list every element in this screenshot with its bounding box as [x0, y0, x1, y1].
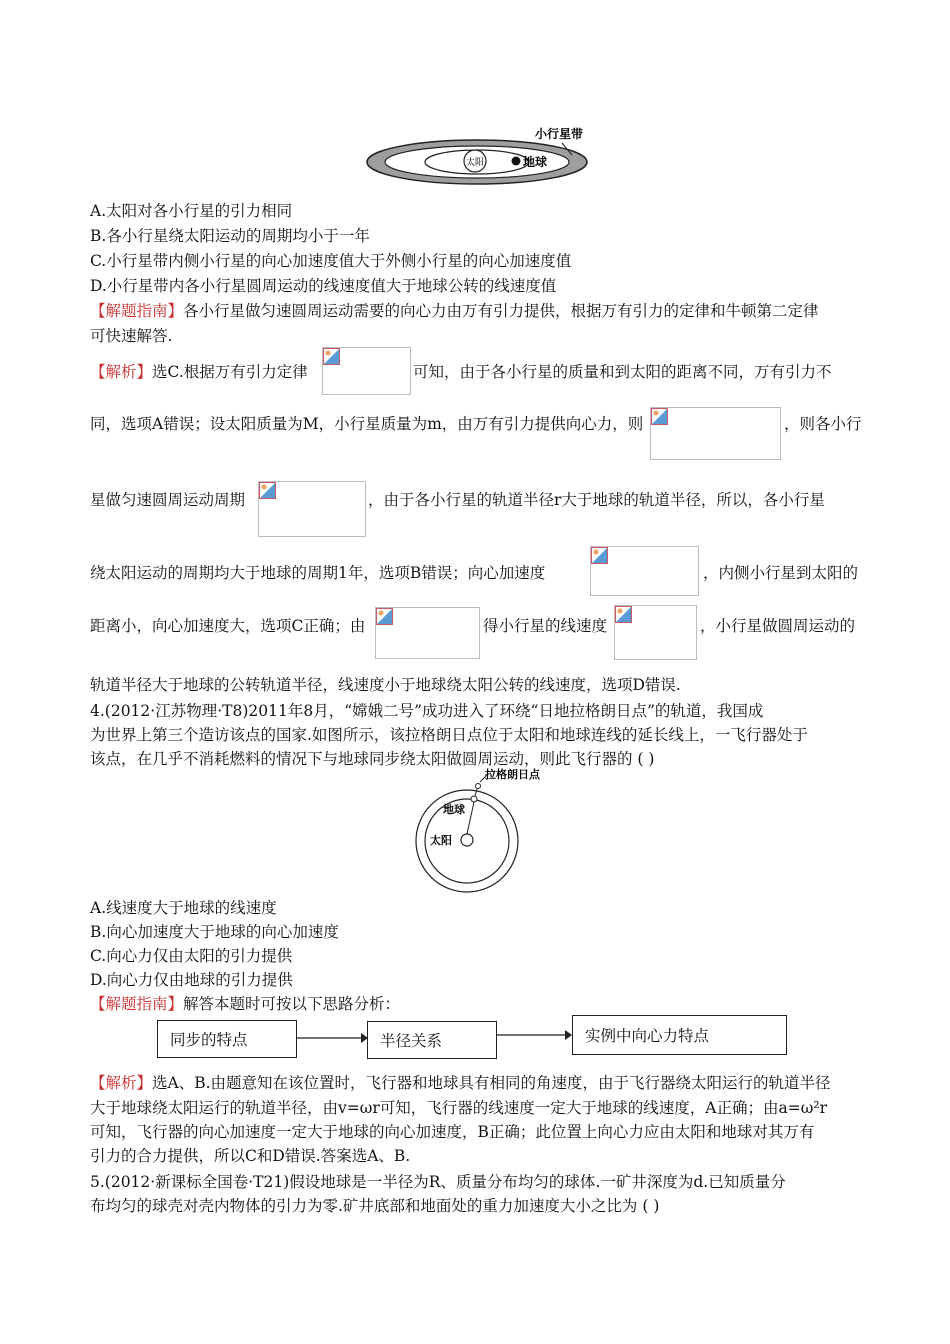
q3-guide-line2: 可快速解答. — [90, 327, 173, 345]
flow-arrow-icon — [297, 1030, 369, 1046]
q3-option-a: A.太阳对各小行星的引力相同 — [90, 202, 293, 220]
q4-stem-line2: 为世界上第三个造访该点的国家.如图所示，该拉格朗日点位于太阳和地球连线的延长线上，一飞行器处于 — [90, 726, 808, 744]
formula-image-placeholder — [375, 607, 480, 659]
guide-text: 解答本题时可按以下思路分析： — [183, 995, 401, 1013]
q4-analysis-line3: 可知，飞行器的向心加速度一定大于地球的向心加速度，B正确；此位置上向心力应由太阳和地球对其万有 — [90, 1123, 815, 1141]
formula-image-placeholder — [590, 546, 699, 596]
broken-image-icon — [323, 348, 340, 365]
earth-label: 地球 — [523, 155, 548, 169]
analysis-text: 选A、B.由题意知在该位置时，飞行器和地球具有相同的角速度，由于飞行器绕太阳运行的轨道半径 — [152, 1074, 831, 1092]
earth-lagrange-line — [475, 789, 477, 796]
broken-image-icon — [259, 482, 276, 499]
q4-analysis-line2: 大于地球绕太阳运行的轨道半径，由v=ωr可知，飞行器的线速度一定大于地球的线速度，A正确；由a=ω²r — [90, 1099, 827, 1117]
q3-option-d: D.小行星带内各小行星圆周运动的线速度值大于地球公转的线速度值 — [90, 277, 557, 295]
analysis-tag: 【解析】 — [90, 1074, 153, 1092]
q4-guide — [90, 994, 400, 1014]
sun-earth-line — [467, 802, 474, 834]
lagrange-point-diagram — [400, 768, 575, 893]
broken-image-icon — [591, 547, 608, 564]
flow-arrow-icon — [497, 1027, 573, 1043]
q3-analysis-line3b: ，由于各小行星的轨道半径r大于地球的轨道半径，所以，各小行星 — [368, 491, 825, 509]
q4-analysis-line4: 引力的合力提供，所以C和D错误.答案选A、B. — [90, 1147, 411, 1165]
sun-circle — [461, 834, 473, 846]
formula-image-placeholder — [258, 481, 366, 537]
broken-image-icon — [376, 608, 393, 625]
formula-image-placeholder — [650, 407, 781, 460]
earth-circle — [471, 796, 477, 802]
broken-image-icon — [615, 606, 632, 623]
analysis-text: 选C.根据万有引力定律 — [152, 363, 308, 381]
q4-stem-line1: 4.(2012·江苏物理·T8)2011年8月，“嫦娥二号”成功进入了环绕“日地拉格朗日点”的轨道，我国成 — [90, 702, 764, 720]
q3-analysis-line5c: ，小行星做圆周运动的 — [700, 617, 856, 635]
q4-option-d: D.向心力仅由地球的引力提供 — [90, 971, 293, 989]
q3-analysis-line3a: 星做匀速圆周运动周期 — [90, 491, 246, 509]
guide-text: 各小行星做匀速圆周运动需要的向心力由万有引力提供，根据万有引力的定律和牛顿第二定律 — [183, 302, 819, 320]
q5-stem-line2: 布均匀的球壳对壳内物体的引力为零.矿井底部和地面处的重力加速度大小之比为 ( ) — [90, 1197, 660, 1215]
q4-option-c: C.向心力仅由太阳的引力提供 — [90, 947, 293, 965]
q4-option-a: A.线速度大于地球的线速度 — [90, 899, 277, 917]
flow-step-force: 实例中向心力特点 — [572, 1015, 787, 1055]
guide-tag: 【解题指南】 — [90, 302, 184, 320]
guide-tag: 【解题指南】 — [90, 995, 184, 1013]
q3-guide-line1 — [90, 301, 819, 321]
analysis-tag: 【解析】 — [90, 363, 153, 381]
lagrange-label: 拉格朗日点 — [485, 768, 540, 781]
sun-label: 太阳 — [465, 158, 485, 168]
earth-dot — [512, 157, 521, 166]
sun-label: 太阳 — [430, 834, 452, 847]
q3-option-b: B.各小行星绕太阳运动的周期均小于一年 — [90, 227, 370, 245]
q3-analysis-line5a: 距离小，向心加速度大，选项C正确；由 — [90, 617, 366, 635]
q3-analysis-line5b: 得小行星的线速度 — [483, 617, 608, 635]
q3-option-c: C.小行星带内侧小行星的向心加速度值大于外侧小行星的向心加速度值 — [90, 252, 572, 270]
q3-analysis-line4b: ，内侧小行星到太阳的 — [703, 564, 859, 582]
q5-stem-line1: 5.(2012·新课标全国卷·T21)假设地球是一半径为R、质量分布均匀的球体.一矿井深度为d.已知质量分 — [90, 1173, 786, 1191]
q4-stem-line3: 该点，在几乎不消耗燃料的情况下与地球同步绕太阳做圆周运动，则此飞行器的 ( ) — [90, 750, 655, 768]
q4-option-b: B.向心加速度大于地球的向心加速度 — [90, 923, 339, 941]
broken-image-icon — [651, 408, 668, 425]
q3-analysis-line2b: ，则各小行 — [784, 415, 862, 433]
q3-analysis-line1a — [90, 362, 308, 382]
formula-image-placeholder — [322, 347, 411, 395]
lagrange-point — [476, 784, 481, 789]
earth-label: 地球 — [443, 803, 465, 816]
q3-analysis-line6: 轨道半径大于地球的公转轨道半径，线速度小于地球绕太阳公转的线速度，选项D错误. — [90, 676, 681, 694]
q3-analysis-line1b: 可知，由于各小行星的质量和到太阳的距离不同，万有引力不 — [413, 363, 832, 381]
q4-analysis-line1 — [90, 1073, 831, 1093]
flow-step-sync: 同步的特点 — [157, 1020, 297, 1058]
q3-analysis-line4a: 绕太阳运动的周期均大于地球的周期1年，选项B错误；向心加速度 — [90, 564, 546, 582]
formula-image-placeholder — [614, 605, 697, 660]
flow-step-radius: 半径关系 — [367, 1021, 497, 1059]
q3-analysis-line2a: 同，选项A错误；设太阳质量为M，小行星质量为m，由万有引力提供向心力，则 — [90, 415, 644, 433]
belt-label: 小行星带 — [535, 127, 584, 141]
asteroid-belt-diagram — [365, 124, 605, 186]
